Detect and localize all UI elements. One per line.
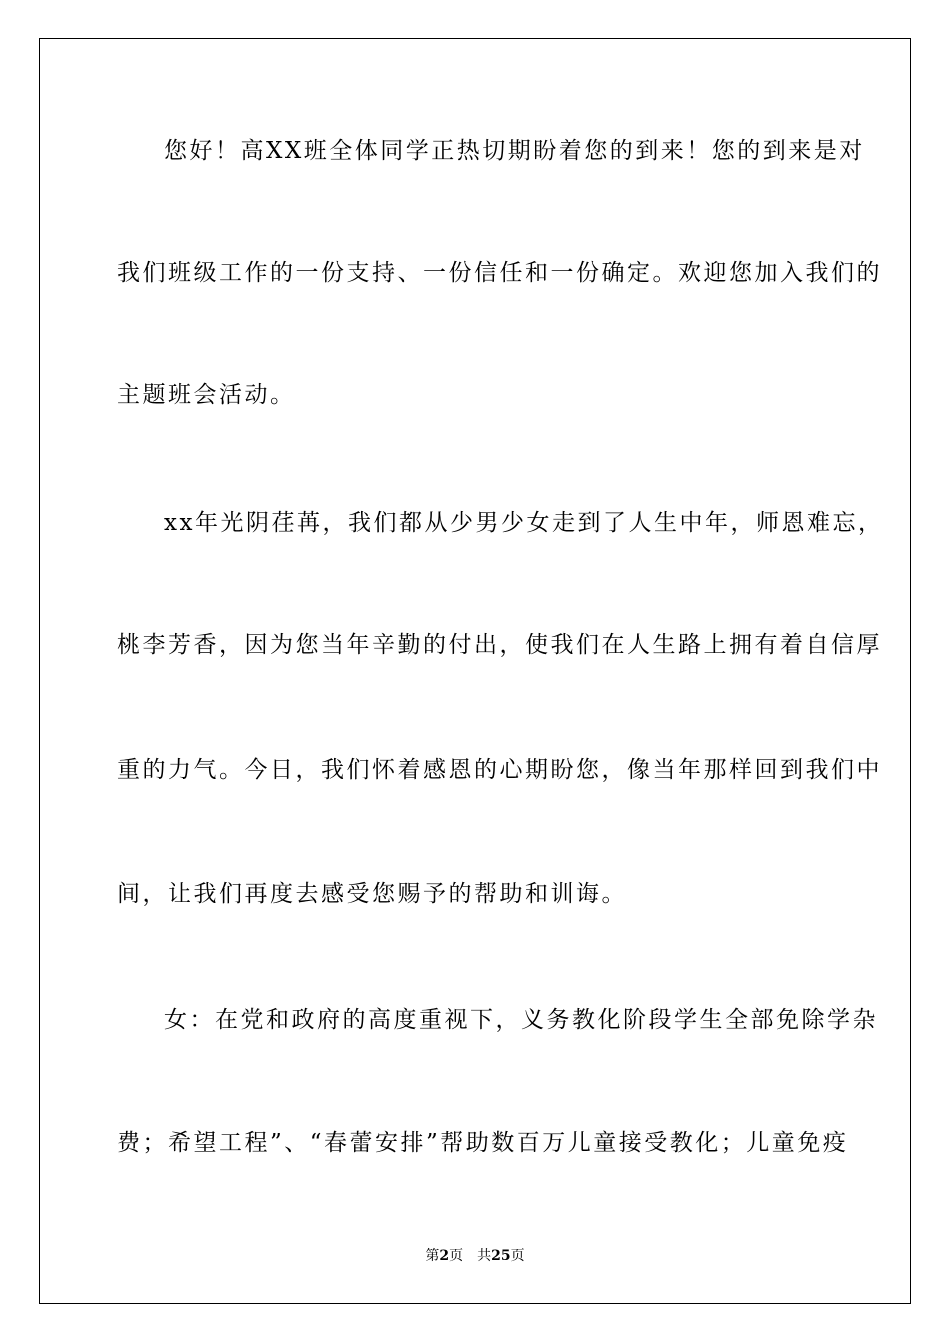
paragraph-3-line-2: 费；希望工程”、“春蕾安排”帮助数百万儿童接受教化；儿童免疫 [117, 1130, 849, 1156]
total-prefix: 共 [477, 1248, 492, 1264]
paragraph-1-line-2: 我们班级工作的一份支持、一份信任和一份确定。欢迎您加入我们的 [117, 260, 882, 286]
paragraph-2-line-1: xx年光阴荏苒，我们都从少男少女走到了人生中年，师恩难忘， [164, 510, 884, 536]
paragraph-2-line-4: 间，让我们再度去感受您赐予的帮助和训诲。 [117, 881, 627, 907]
page-unit: 页 [449, 1248, 464, 1264]
page-footer [0, 1247, 950, 1265]
page-border [39, 38, 911, 1304]
page-prefix: 第 [425, 1248, 440, 1264]
paragraph-1-line-3: 主题班会活动。 [117, 382, 296, 408]
total-pages: 25 [491, 1248, 511, 1264]
paragraph-2-line-3: 重的力气。今日，我们怀着感恩的心期盼您，像当年那样回到我们中 [117, 757, 882, 783]
paragraph-2-line-2: 桃李芳香，因为您当年辛勤的付出，使我们在人生路上拥有着自信厚 [117, 632, 882, 658]
paragraph-3-line-1: 女：在党和政府的高度重视下，义务教化阶段学生全部免除学杂 [164, 1007, 878, 1033]
page-number: 2 [439, 1248, 450, 1264]
paragraph-1-line-1: 您好！高XX班全体同学正热切期盼着您的到来！您的到来是对 [164, 138, 865, 164]
total-unit: 页 [510, 1248, 525, 1264]
